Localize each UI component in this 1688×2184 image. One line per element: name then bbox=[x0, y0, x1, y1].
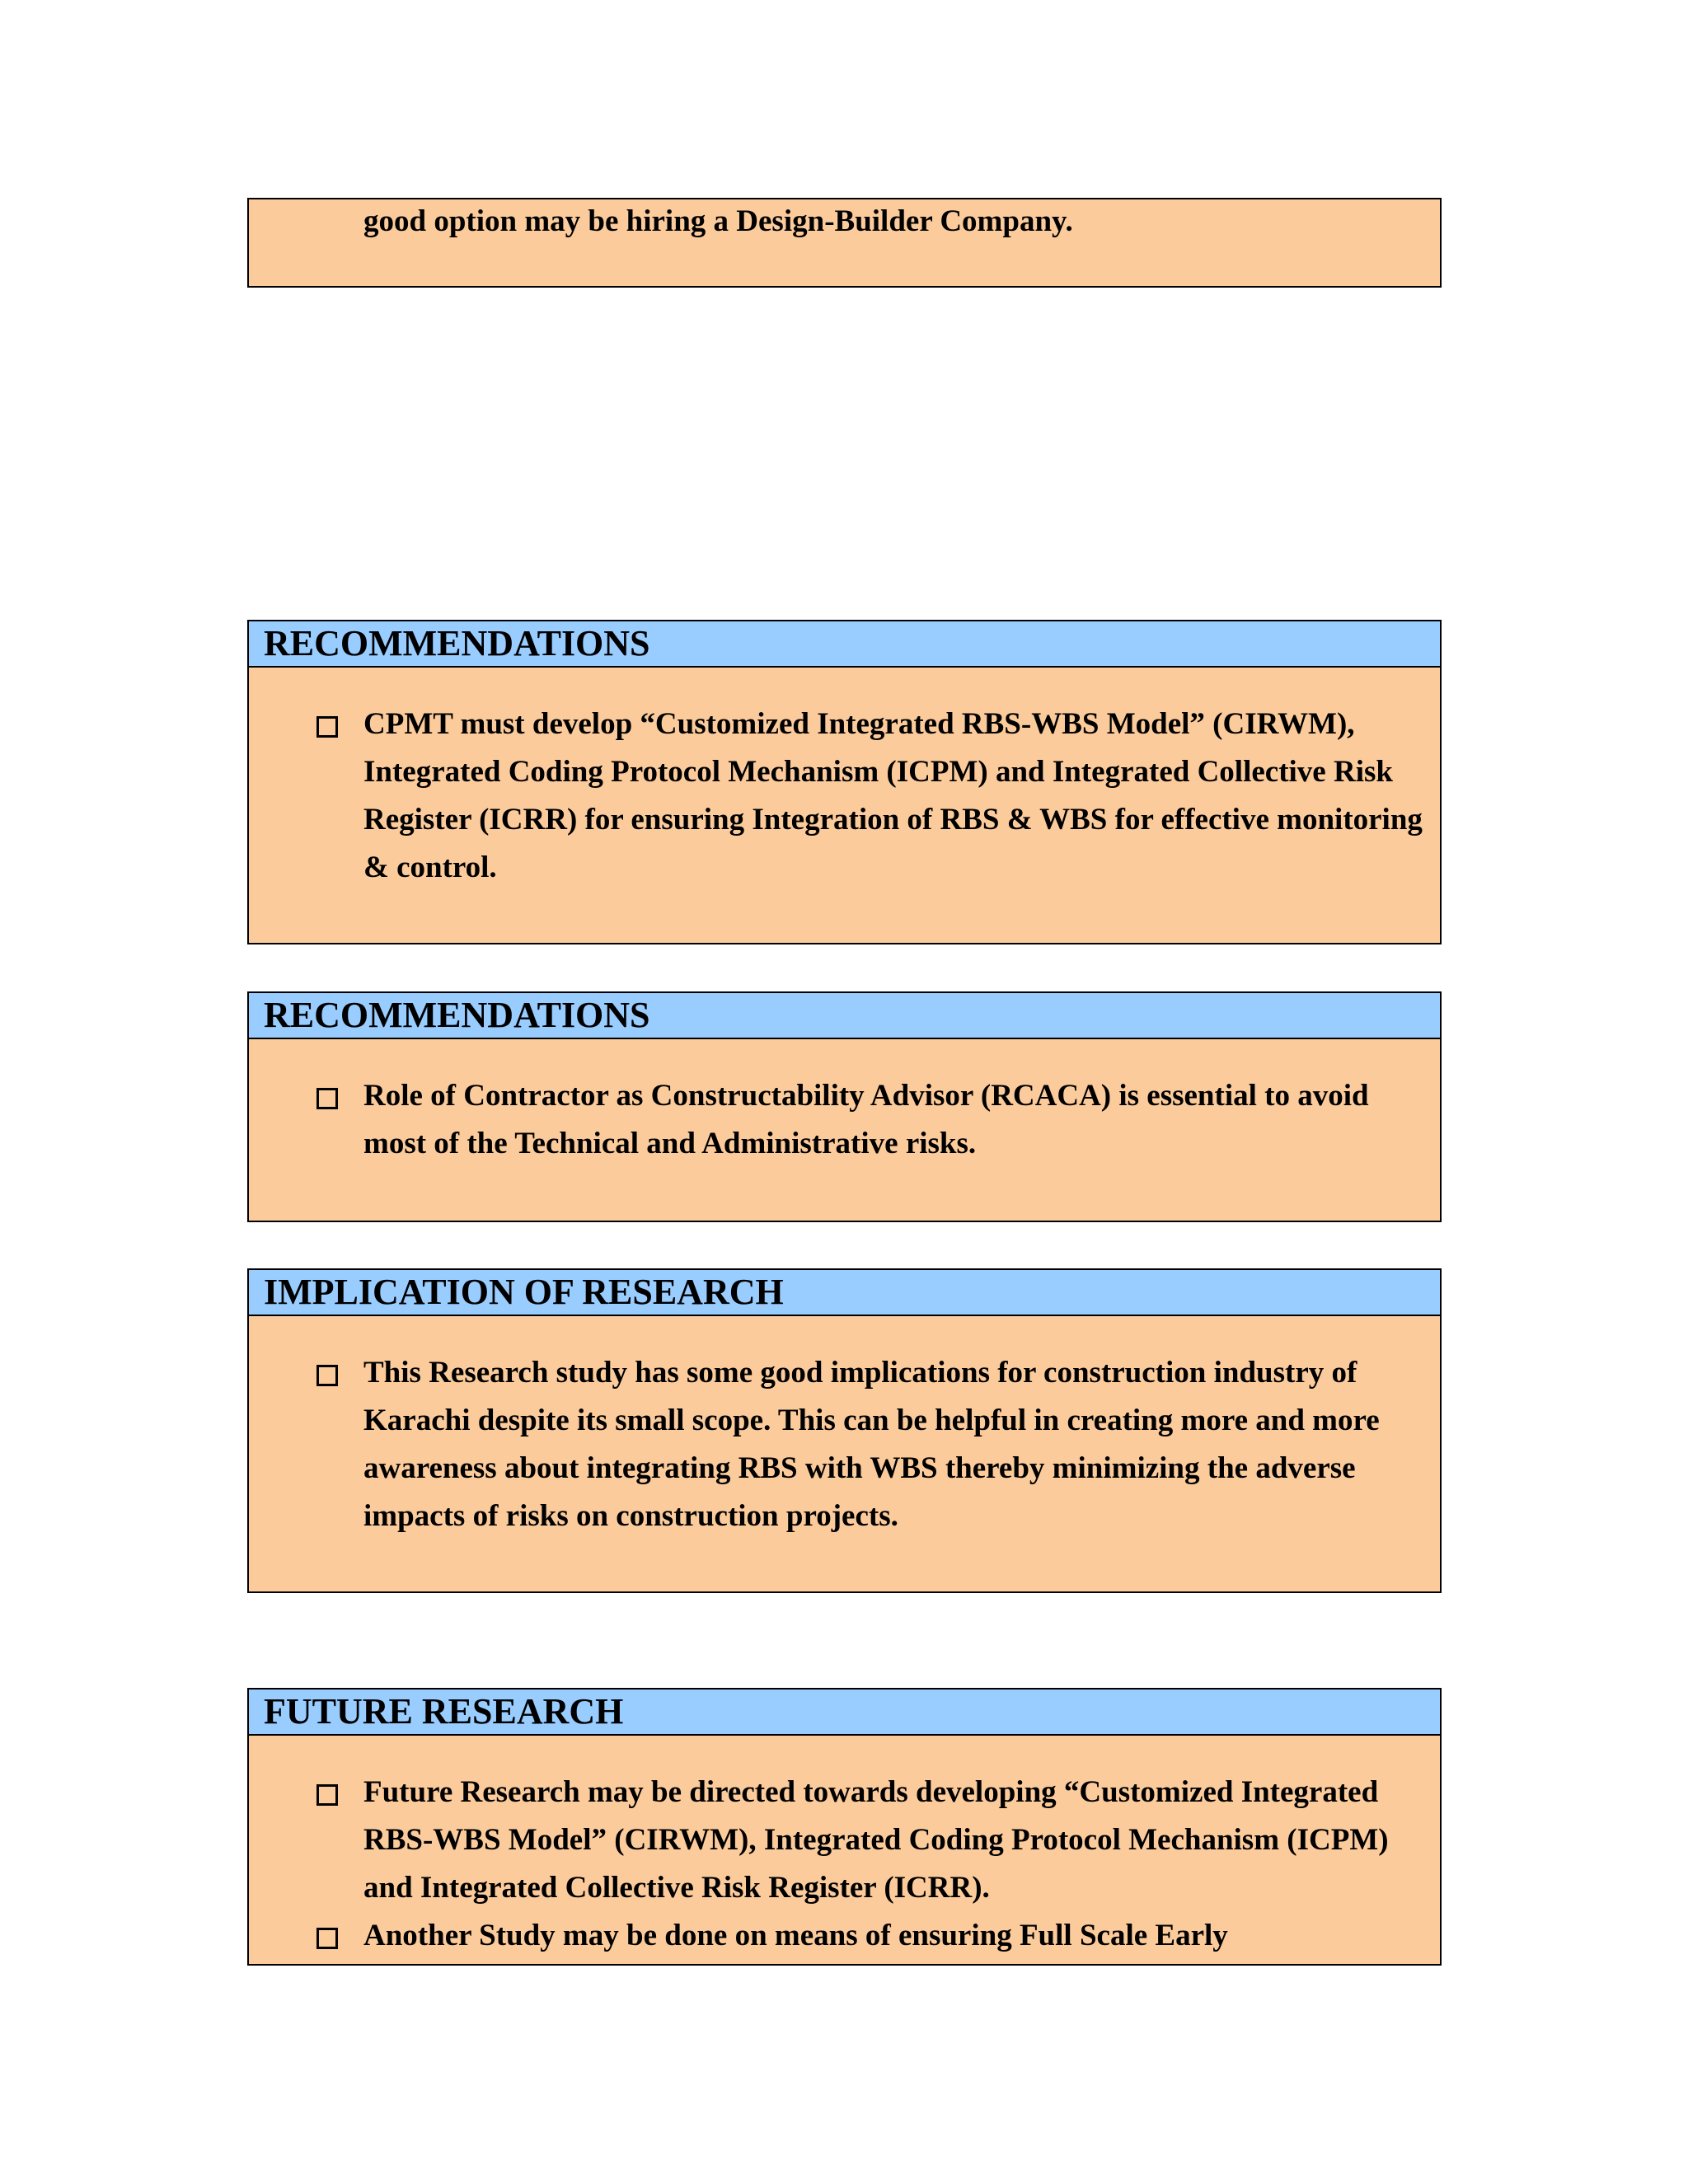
checkbox-bullet-icon bbox=[316, 1088, 338, 1109]
continuation-text-content: good option may be hiring a Design-Builder Company. bbox=[363, 204, 1073, 238]
list-item-text: Role of Contractor as Constructability Advisor (RCACA) is essential to avoid most of the Technical and Administrative risks. bbox=[363, 1079, 1369, 1160]
continuation-text bbox=[249, 199, 1440, 244]
continuation-box bbox=[247, 198, 1442, 288]
list-item-text: CPMT must develop “Customized Integrated RBS-WBS Model” (CIRWM), Integrated Coding Protocol Mechanism (ICPM) and Integrated Collective Risk Register (ICRR) for ensuring Integration of RBS & WBS for effective monitoring & control. bbox=[363, 707, 1423, 884]
section-title: FUTURE RESEARCH bbox=[249, 1690, 1440, 1736]
list-item bbox=[249, 701, 1440, 892]
list-item-text: Another Study may be done on means of ensuring Full Scale Early bbox=[363, 1919, 1228, 1952]
list-item-text: Future Research may be directed towards developing “Customized Integrated RBS-WBS Model” (CIRWM), Integrated Coding Protocol Mechanism (ICPM) and Integrated Collective Risk Register (ICRR). bbox=[363, 1775, 1389, 1905]
checkbox-bullet-icon bbox=[316, 1928, 338, 1949]
implication-box bbox=[247, 1268, 1442, 1593]
list-item-text: This Research study has some good implications for construction industry of Karachi despite its small scope. This can be helpful in creating more and more awareness about integrating RBS with WBS thereby minimizing the adverse impacts of risks on construction projects. bbox=[363, 1356, 1380, 1533]
section-body bbox=[249, 1736, 1440, 1960]
checkbox-bullet-icon bbox=[316, 1365, 338, 1386]
section-title: RECOMMENDATIONS bbox=[249, 621, 1440, 668]
list-item bbox=[249, 1072, 1440, 1168]
recommendations-box-2 bbox=[247, 991, 1442, 1222]
list-item bbox=[249, 1769, 1440, 1912]
checkbox-bullet-icon bbox=[316, 716, 338, 738]
section-body bbox=[249, 1039, 1440, 1168]
section-title: RECOMMENDATIONS bbox=[249, 993, 1440, 1039]
section-body bbox=[249, 668, 1440, 892]
section-body bbox=[249, 1316, 1440, 1540]
list-item bbox=[249, 1349, 1440, 1540]
recommendations-box-1 bbox=[247, 620, 1442, 944]
future-research-box bbox=[247, 1688, 1442, 1966]
checkbox-bullet-icon bbox=[316, 1784, 338, 1806]
list-item bbox=[249, 1912, 1440, 1960]
section-title: IMPLICATION OF RESEARCH bbox=[249, 1270, 1440, 1316]
